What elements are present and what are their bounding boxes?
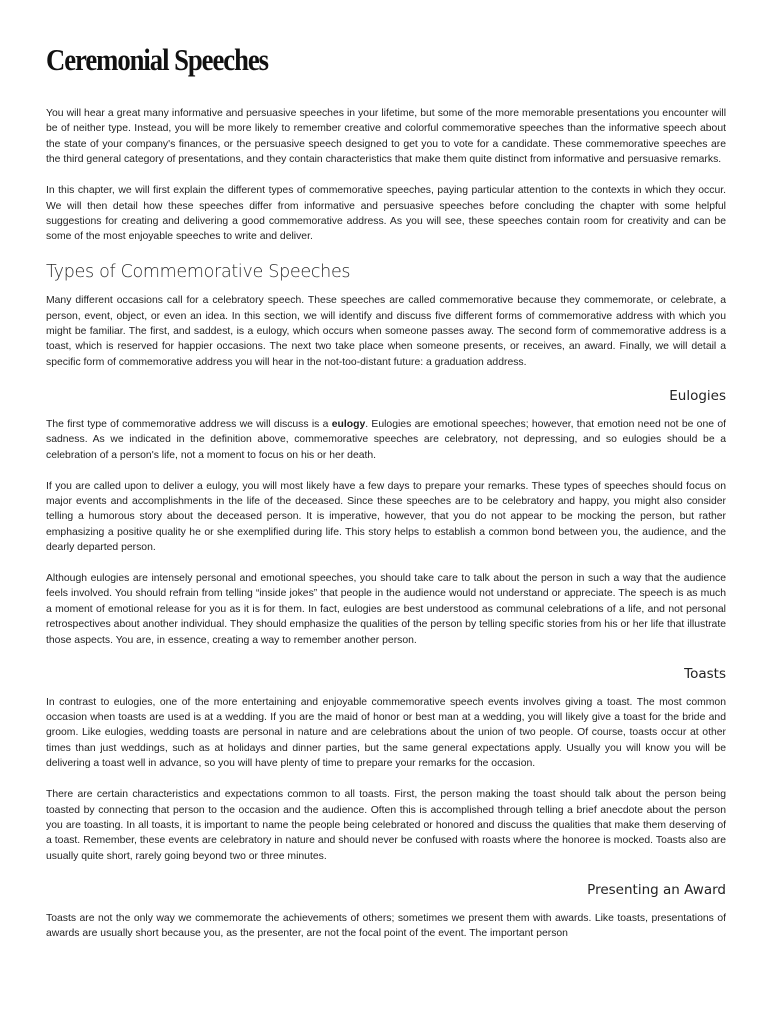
toasts-paragraph-1: In contrast to eulogies, one of the more entertaining and enjoyable commemorative speech events involves giving a toast. The most common occasion when toasts are used is at a wedding. If you are the maid of honor or best man at a wedding, you will likely give a toast for the bride and groom. Like eulogies, wedding toasts are personal in nature and are celebrations about the union of two people. Of course, toasts occur at other times than just weddings, such as at holidays and dinner parties, but the same general expectations apply. Usually you will know you will be delivering a toast well in advance, so you will have plenty of time to prepare your remarks for the occasion. [46,696,726,770]
subsection-heading-toasts: Toasts [684,665,726,682]
intro-paragraph-1: You will hear a great many informative and persuasive speeches in your lifetime, but some of the more memorable presentations you encounter will be of neither type. Instead, you will be more likely to remember creative and colorful commemorative speeches than the informative speech about the state of your company's finances, or the persuasive speech designed to get you to vote for a candidate. These commemorative speeches are the third general category of presentations, and they contain characteristics that make them quite distinct from informative and persuasive remarks. [46,108,726,166]
eulogy-term: eulogy [331,418,366,430]
document-page [46,40,726,957]
subsection-heading-award: Presenting an Award [587,881,726,898]
section-heading-types: Types of Commemorative Speeches [46,262,351,283]
eulogies-paragraph-3: Although eulogies are intensely personal and emotional speeches, you should take care to talk about the person in such a way that the audience feels involved. You should refrain from telling “inside jokes” that people in the audience would not understand or appreciate. The speech is as much a moment of emotional release for you as it is for them. In fact, eulogies are best understood as communal celebrations of a life, and not personal retrospectives about another individual. They should emphasize the qualities of the person by telling specific stories from his or her life that illustrate those aspects. You are, in essence, creating a way to remember another person. [46,573,726,646]
eulogies-p1-before: The first type of commemorative address we will discuss is a [46,418,332,430]
subsection-heading-eulogies: Eulogies [669,387,726,404]
eulogies-p1-after: . Eulogies are emotional speeches; however, that emotion need not be one of sadness. As we indicated in the definition above, commemorative speeches are celebratory, not depressing, and so eulogies should be a celebration of a person's life, not a moment to focus on his or her death. [46,418,726,461]
page-title: Ceremonial Speeches [46,42,269,77]
award-paragraph-1: Toasts are not the only way we commemorate the achievements of others; sometimes we present them with awards. Like toasts, presentations of awards are usually short because you, as the presenter, are not the focal point of the event. The important person [46,912,726,940]
eulogies-paragraph-2: If you are called upon to deliver a eulogy, you will most likely have a few days to prepare your remarks. These types of speeches should focus on major events and accomplishments in the life of the deceased. Since these speeches are to be celebratory and happy, you might also consider telling a humorous story about the deceased person. It is imperative, however, that you do not appear to be mocking the person, but rather emphasizing a positive quality he or she exemplified during life. This story helps to establish a common bond between you, the audience, and the dearly departed person. [46,480,726,554]
eulogies-paragraph-1 [46,417,726,463]
toasts-paragraph-2: There are certain characteristics and expectations common to all toasts. First, the person making the toast should talk about the person being toasted by connecting that person to the occasion and the audience. Often this is accomplished through telling a brief anecdote about the person you are toasting. In all toasts, it is important to name the people being celebrated or honored and discuss the qualities that make them deserving of a toast. Remember, these events are celebratory in nature and should never be confused with roasts where the honoree is mocked. Toasts also are usually quite short, rarely going beyond two or three minutes. [46,789,726,862]
intro-paragraph-2: In this chapter, we will first explain the different types of commemorative speeches, paying particular attention to the contexts in which they occur. We will then detail how these speeches differ from informative and persuasive speeches before concluding the chapter with some helpful suggestions for creating and delivering a good commemorative address. As you will see, these speeches contain room for creativity and can be some of the most enjoyable speeches to write and deliver. [46,185,726,243]
types-paragraph-1: Many different occasions call for a celebratory speech. These speeches are called commemorative because they commemorate, or celebrate, a person, event, object, or even an idea. In this section, we will identify and discuss five different forms of commemorative address with which you might be familiar. The first, and saddest, is a eulogy, which occurs when someone passes away. The second form of commemorative address is a toast, which is reserved for happier occasions. The next two take place when someone presents, or receives, an award. Finally, we will detail a specific form of commemorative address you will hear in the not-too-distant future: a graduation address. [46,295,726,368]
